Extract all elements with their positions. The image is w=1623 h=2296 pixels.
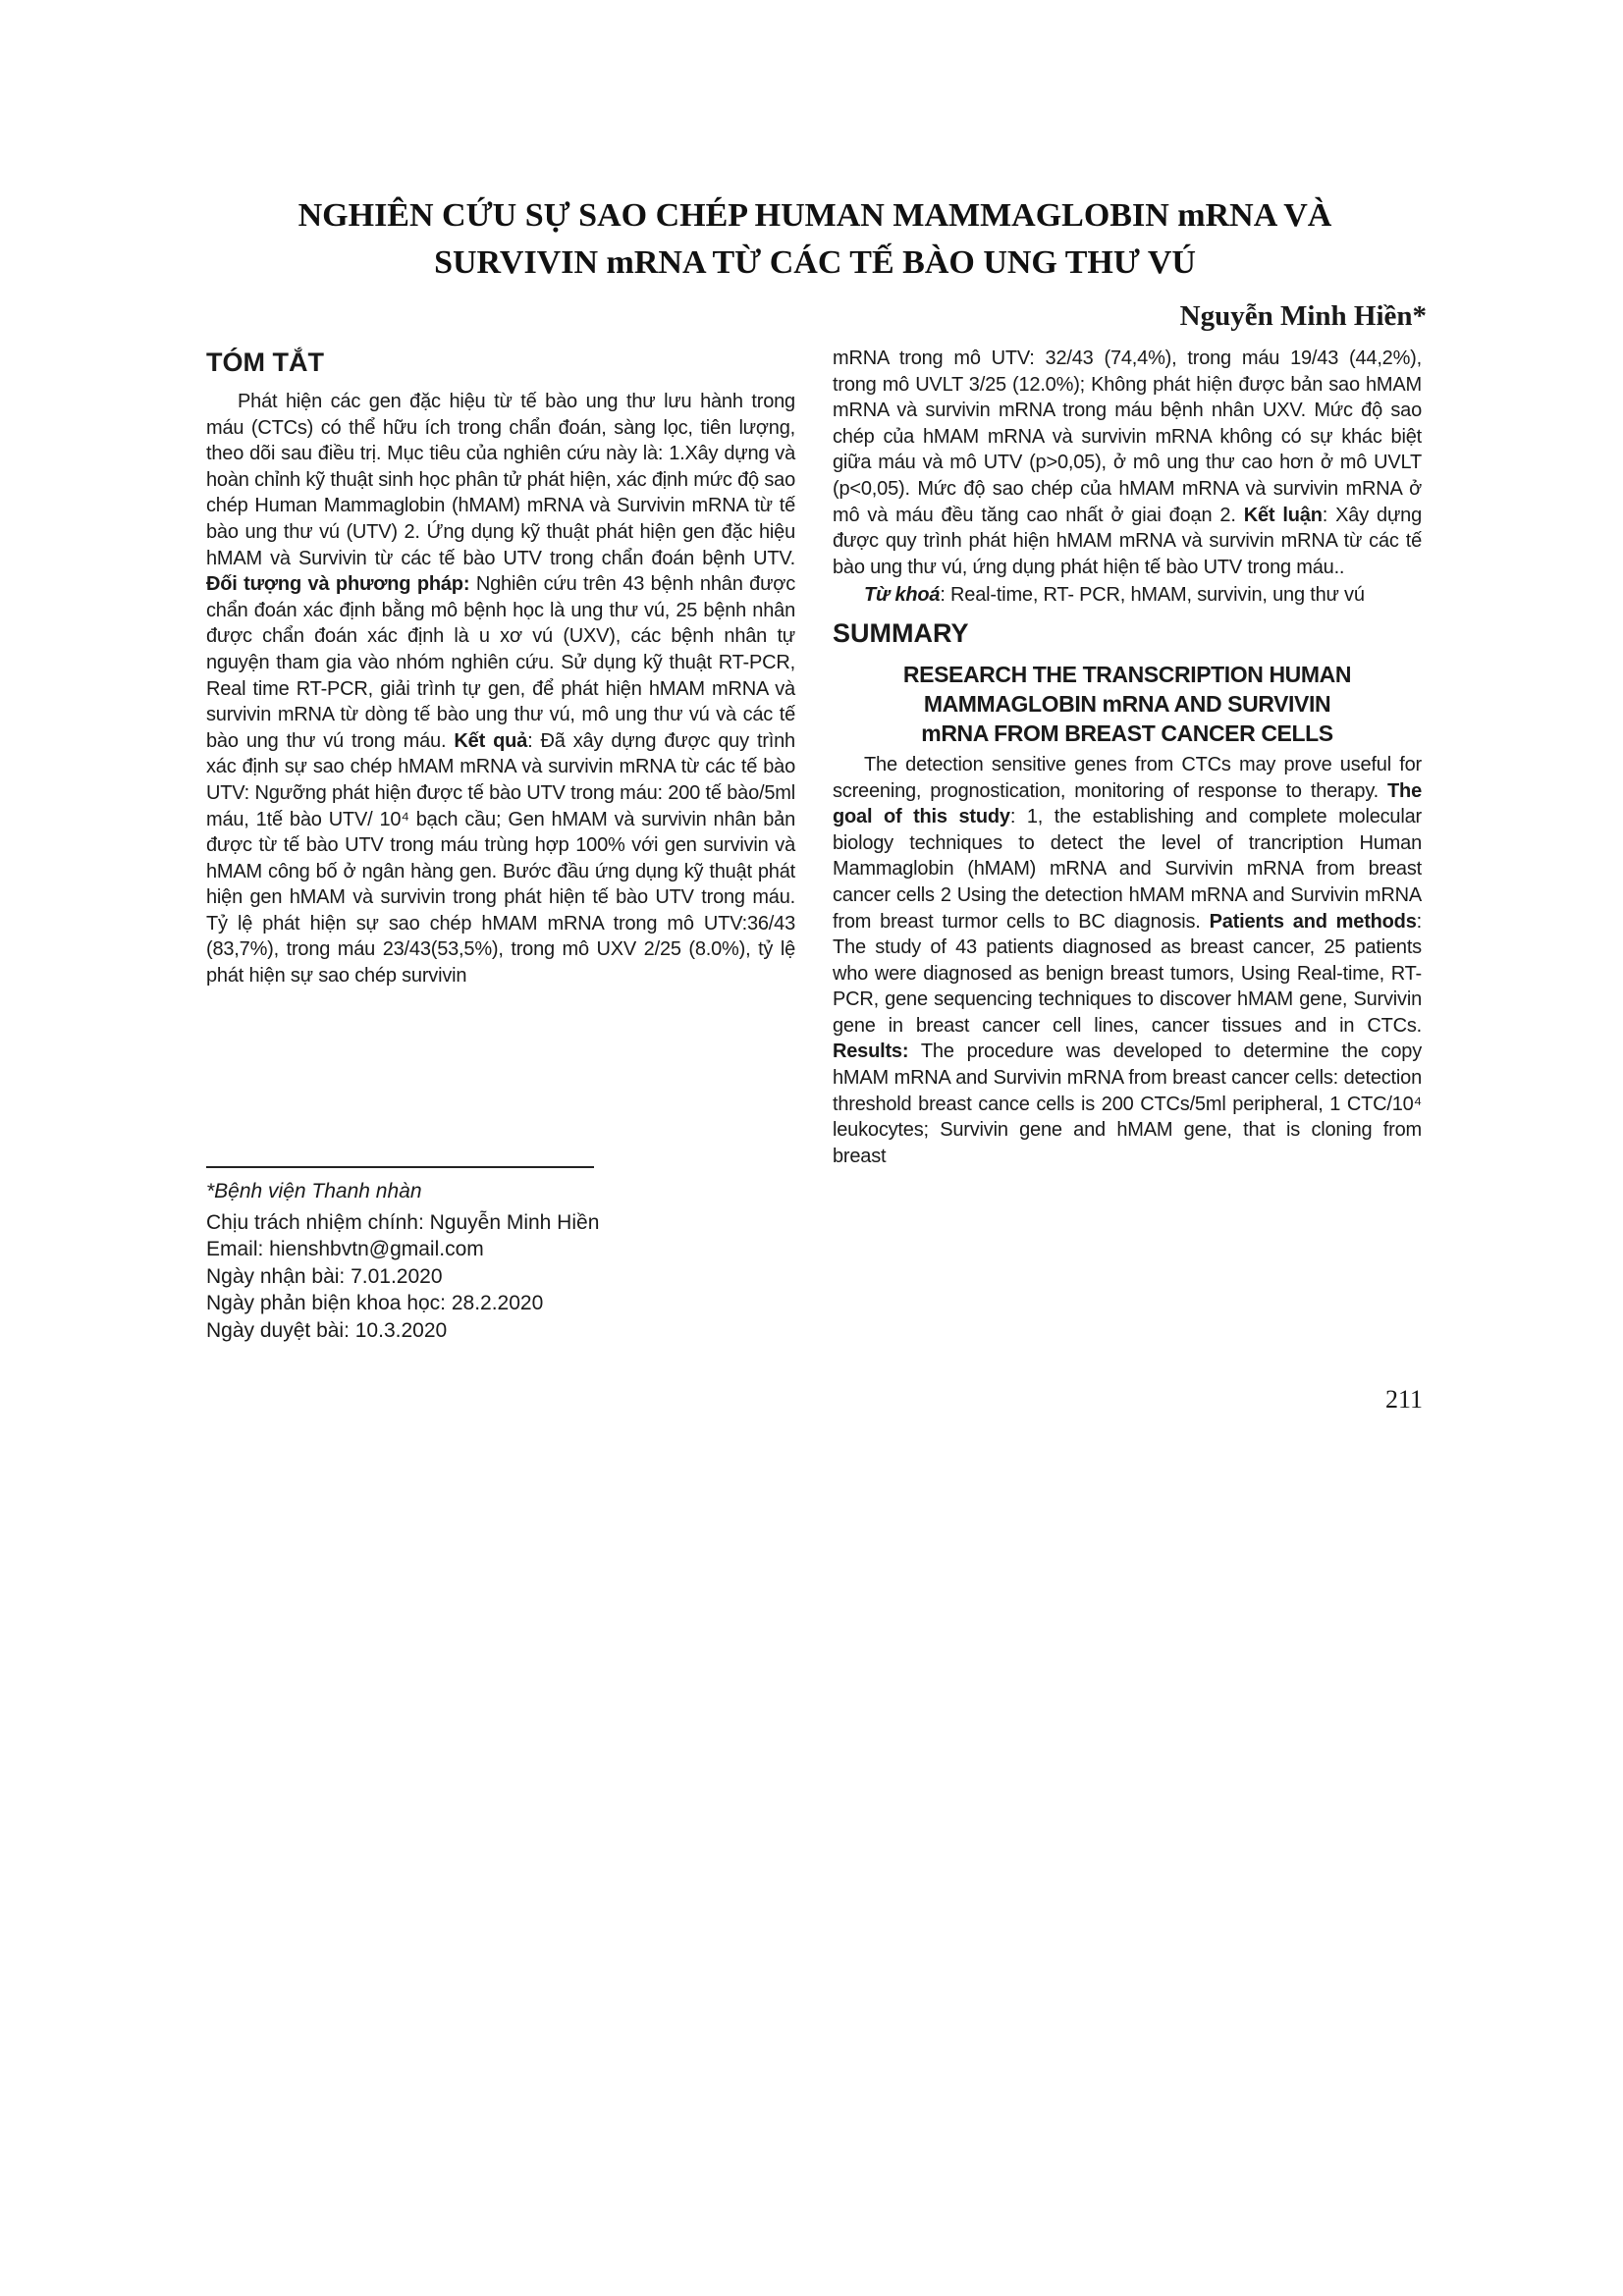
methods-label: Đối tượng và phương pháp: [206, 573, 470, 596]
footnote-received-date: Ngày nhận bài: 7.01.2020 [206, 1264, 443, 1288]
english-title-line-2: MAMMAGLOBIN mRNA AND SURVIVIN [923, 690, 1331, 717]
right-column [833, 346, 1422, 1169]
abstract-vi-paragraph [206, 389, 795, 989]
footnote-email: Email: hienshbvtn@gmail.com [206, 1238, 484, 1260]
summary-results-label: Results: [833, 1041, 909, 1063]
footnote-review-date: Ngày phản biện khoa học: 28.2.2020 [206, 1292, 544, 1314]
paper-title [226, 192, 1404, 287]
abstract-vi-continued [833, 346, 1422, 580]
conclusion-label: Kết luận [1243, 504, 1323, 526]
page-number: 211 [1384, 1385, 1423, 1414]
english-title [833, 660, 1422, 748]
abstract-text-continued: mRNA trong mô UTV: 32/43 (74,4%), trong máu 19/43 (44,2%), trong mô UVLT 3/25 (12.0%); Không phát hiện được bản sao hMAM mRNA và survivin mRNA trong máu bệnh nhân UXV. Mức độ sao chép của hMAM mRNA và survivin mRNA không có sự khác biệt giữa máu và mô UTV (p>0,05), ở mô ung thư cao hơn ở mô UVLT (p<0,05). Mức độ sao chép của hMAM mRNA và survivin mRNA ở mô và máu đều tăng cao nhất ở giai đoạn 2. [833, 347, 1422, 526]
patients-methods-label: Patients and methods [1209, 910, 1417, 933]
abstract-text-conclusion: : Xây dựng được quy trình phát hiện hMAM mRNA và survivin mRNA từ các tế bào ung thư vú, ứng dụng phát hiện tế bào UTV trong máu.. [833, 504, 1422, 578]
title-line-2: SURVIVIN mRNA TỪ CÁC TẾ BÀO UNG THƯ VÚ [434, 244, 1196, 281]
english-title-line-3: mRNA FROM BREAST CANCER CELLS [921, 720, 1333, 746]
summary-heading: SUMMARY [833, 617, 969, 648]
summary-text-intro: The detection sensitive genes from CTCs may prove useful for screening, prognostication, monitoring of response to therapy. [833, 753, 1422, 802]
summary-en-paragraph [833, 752, 1422, 1170]
left-column [206, 346, 795, 989]
footnote-affiliation: *Bệnh viện Thanh nhàn [206, 1180, 422, 1202]
summary-text-goal: : 1, the establishing and complete molecular biology techniques to detect the level of trancription Human Mammaglobin (hMAM) mRNA and Survivin mRNA from breast cancer cells 2 Using the detection hMAM mRNA and Survivin mRNA from breast turmor cells to BC diagnosis. [833, 806, 1422, 933]
results-label: Kết quả [454, 729, 528, 752]
abstract-text-intro: Phát hiện các gen đặc hiệu từ tế bào ung thư lưu hành trong máu (CTCs) có thể hữu ích trong chẩn đoán, sàng lọc, tiên lượng, theo dõi sau điều trị. Mục tiêu của nghiên cứu này là: 1.Xây dựng và hoàn chỉnh kỹ thuật sinh học phân tử phát hiện, xác định mức độ sao chép Human Mammaglobin (hMAM) mRNA và Survivin mRNA từ tế bào ung thư vú (UTV) 2. Ứng dụng kỹ thuật phát hiện gen đặc hiệu hMAM và Survivin từ các tế bào UTV trong chẩn đoán bệnh UTV. [206, 391, 795, 569]
footnote [206, 1178, 795, 1344]
keywords-text: : Real-time, RT- PCR, hMAM, survivin, ung thư vú [940, 584, 1365, 607]
footnote-accepted-date: Ngày duyệt bài: 10.3.2020 [206, 1318, 448, 1342]
keywords-line [833, 582, 1422, 609]
english-title-line-1: RESEARCH THE TRANSCRIPTION HUMAN [902, 661, 1352, 687]
abstract-text-methods: Nghiên cứu trên 43 bệnh nhân được chẩn đoán xác định bằng mô bệnh học là ung thư vú, 25 bệnh nhân được chẩn đoán xác định là u xơ vú (UXV), các bệnh nhân tự nguyện tham gia vào nhóm nghiên cứu. Sử dụng kỹ thuật RT-PCR, Real time RT-PCR, giải trình tự gen, để phát hiện hMAM mRNA và survivin mRNA từ dòng tế bào ung thư vú, mô ung thư vú và các tế bào ung thư vú trong máu. [206, 573, 795, 752]
summary-text-results: The procedure was developed to determine the copy hMAM mRNA and Survivin mRNA from breast cancer cells: detection threshold breast cance cells is 200 CTCs/5ml peripheral, 1 CTC/10⁴ leukocytes; Survivin gene and hMAM gene, that is cloning from breast [833, 1041, 1422, 1167]
abstract-heading: TÓM TẮT [206, 347, 324, 377]
footnote-divider [206, 1166, 594, 1168]
footnote-responsible: Chịu trách nhiệm chính: Nguyễn Minh Hiền [206, 1210, 600, 1234]
title-line-1: NGHIÊN CỨU SỰ SAO CHÉP HUMAN MAMMAGLOBIN mRNA VÀ [298, 197, 1332, 234]
author-name: Nguyễn Minh Hiền* [1179, 300, 1427, 332]
keywords-label: Từ khoá [864, 584, 941, 607]
summary-text-methods: : The study of 43 patients diagnosed as breast cancer, 25 patients who were diagnosed as benign breast tumors, Using Real-time, RT-PCR, gene sequencing techniques to discover hMAM gene, Survivin gene in breast cancer cell lines, cancer tissues and in CTCs. [833, 910, 1422, 1037]
goal-label: The goal of this study [833, 779, 1422, 828]
abstract-text-results: : Đã xây dựng được quy trình xác định sự sao chép hMAM mRNA và survivin mRNA từ các tế bào UTV: Ngưỡng phát hiện được tế bào UTV trong máu: 200 tế bào/5ml máu, 1tế bào UTV/ 10⁴ bạch cầu; Gen hMAM và survivin nhân bản được từ tế bào UTV trong máu trùng hợp 100% với gen survivin và hMAM công bố ở ngân hàng gen. Bước đầu ứng dụng kỹ thuật phát hiện gen hMAM và survivin trong phát hiện tế bào UTV trong máu. Tỷ lệ phát hiện sự sao chép hMAM mRNA trong mô UTV:36/43 (83,7%), trong máu 23/43(53,5%), trong mô UXV 2/25 (8.0%), tỷ lệ phát hiện sự sao chép survivin [206, 729, 795, 988]
